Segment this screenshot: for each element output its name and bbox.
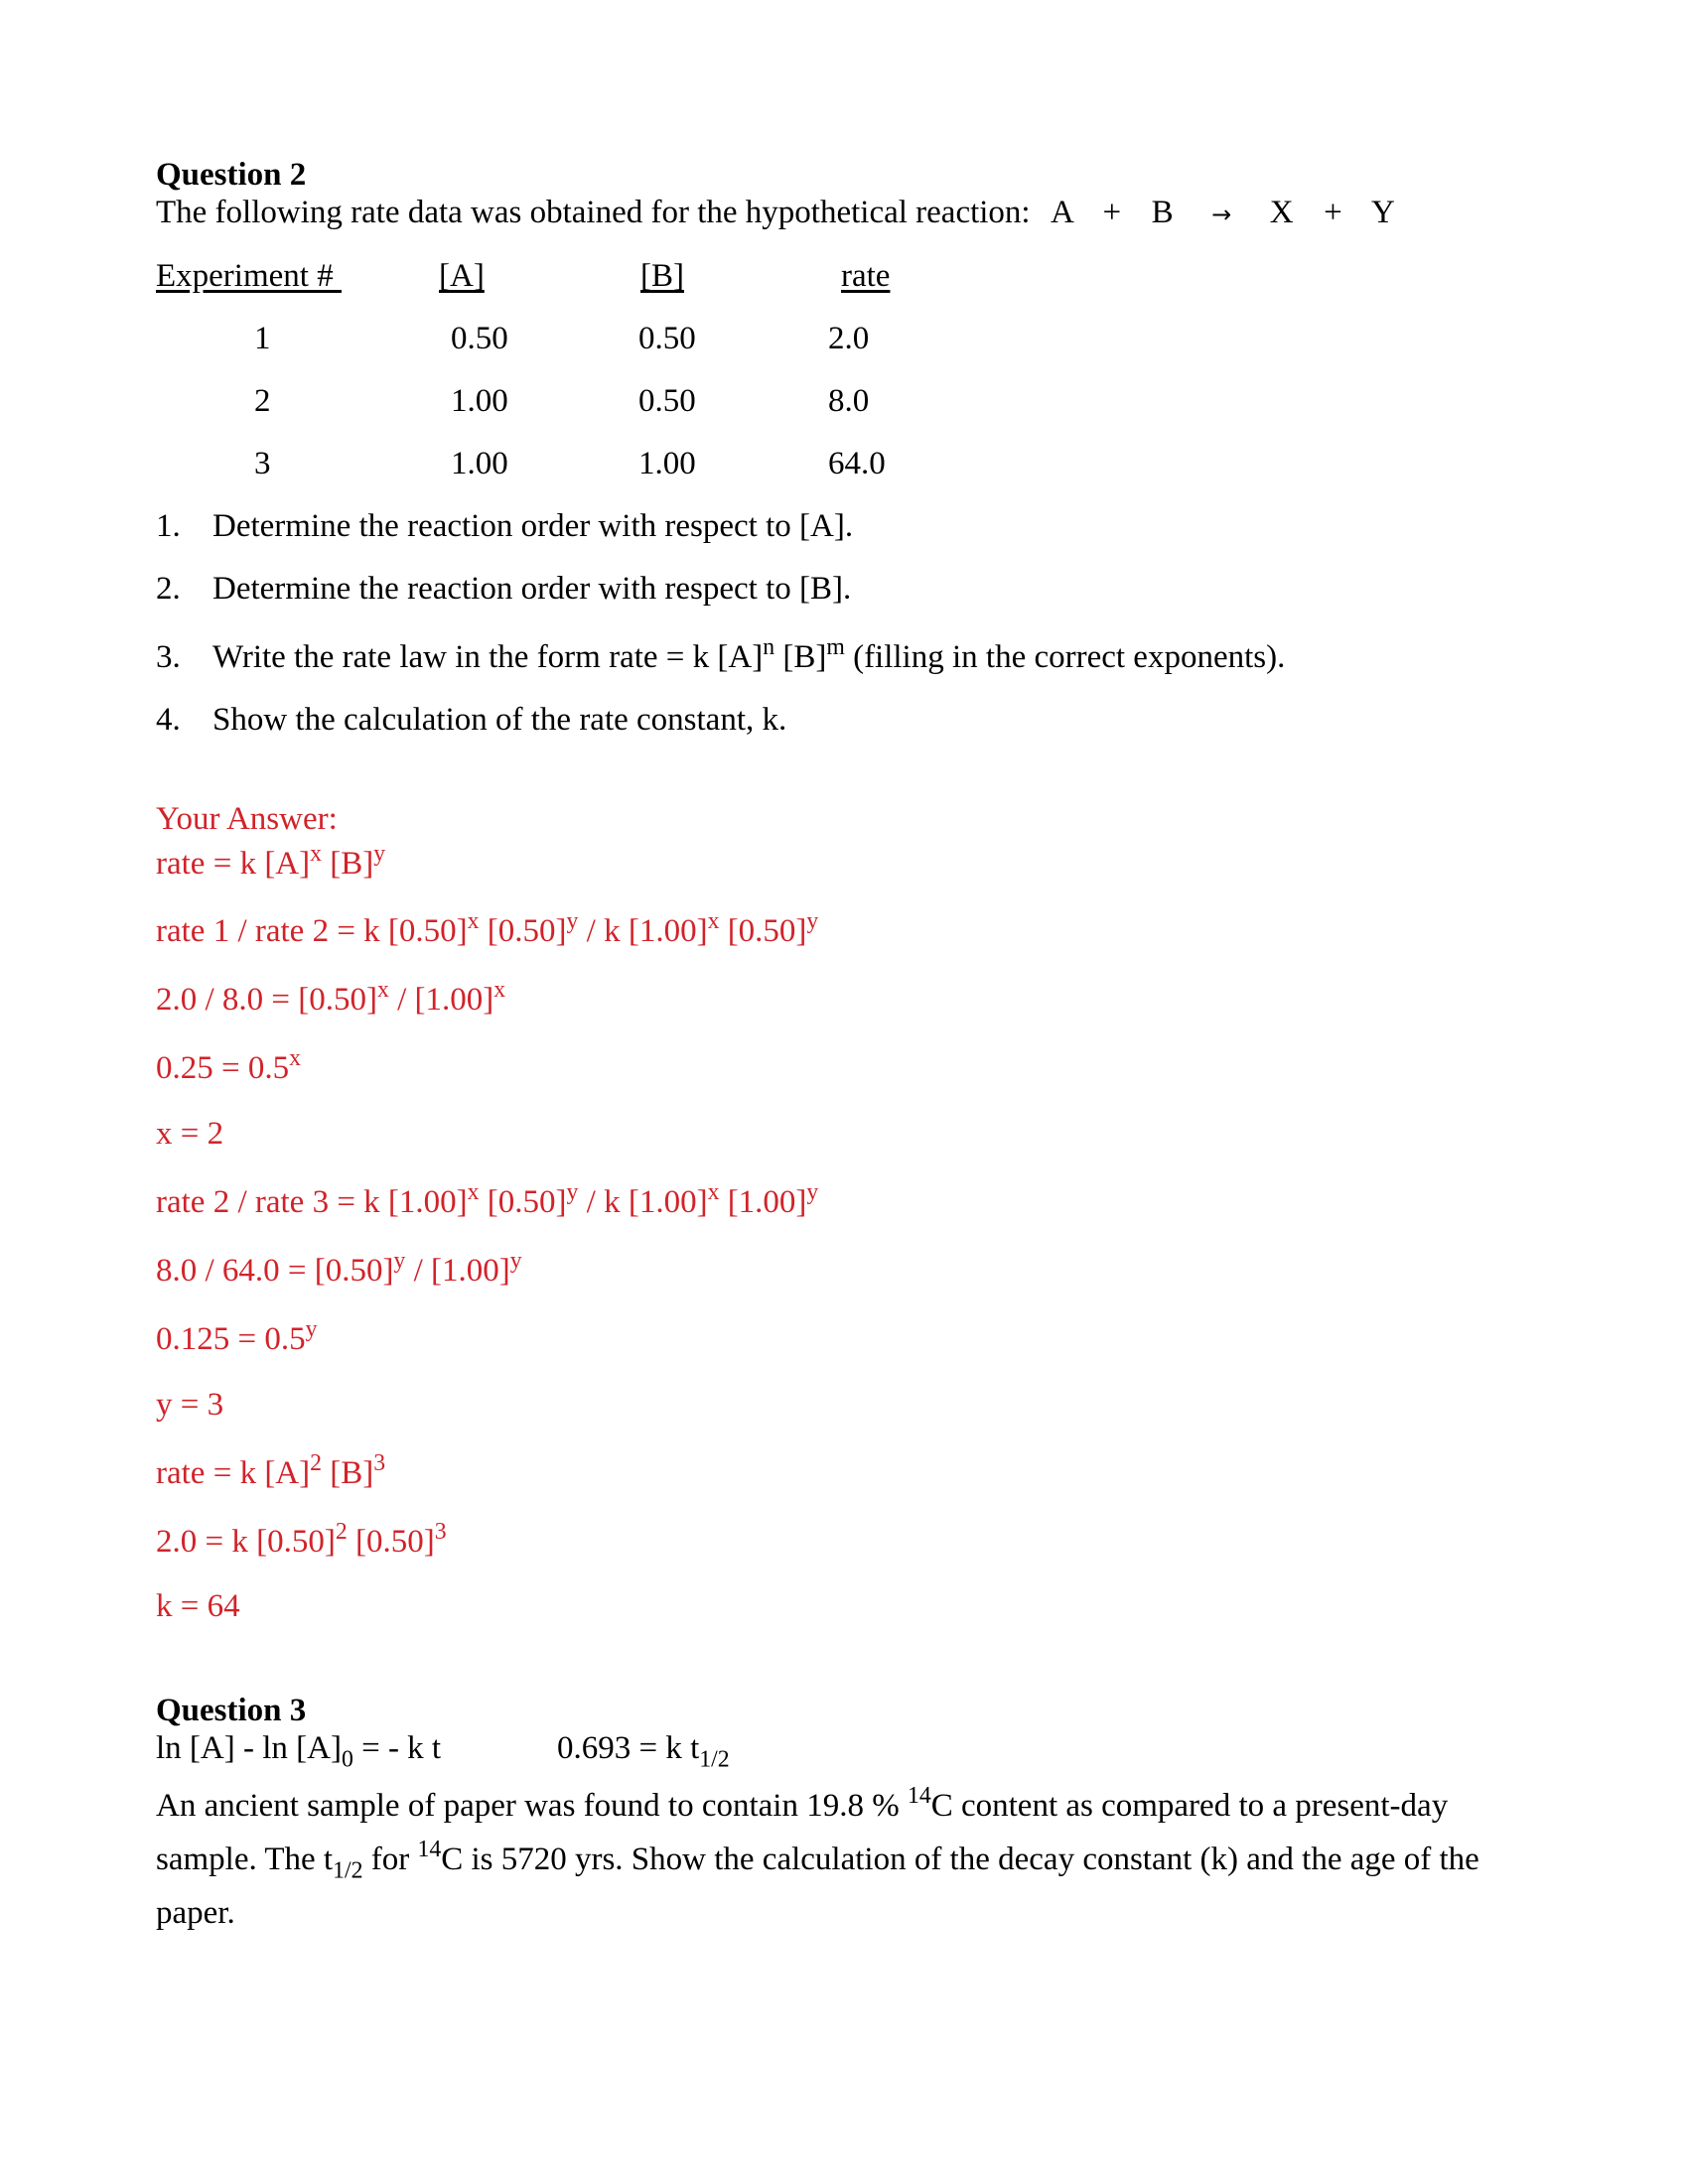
exponent: y <box>566 1178 579 1205</box>
arrow-icon: → <box>1211 201 1232 228</box>
equation-text: ln [A] - ln [A] <box>156 1730 342 1766</box>
exponent: y <box>806 907 819 934</box>
answer-text: rate 1 / rate 2 = k [0.50] <box>156 913 468 949</box>
table-cell-a: 0.50 <box>451 321 508 356</box>
reaction-equation <box>1051 193 1395 234</box>
answer-label: Your Answer: <box>156 801 338 837</box>
question-number: 4. <box>156 702 181 738</box>
answer-text: 2.0 = k [0.50] <box>156 1524 336 1560</box>
table-header-b: [B] <box>640 258 684 294</box>
exponent: 3 <box>434 1518 447 1545</box>
exponent: x <box>493 976 506 1003</box>
table-cell-a: 1.00 <box>451 446 508 481</box>
table-cell-b: 0.50 <box>638 383 696 419</box>
answer-text: 8.0 / 64.0 = [0.50] <box>156 1253 394 1289</box>
exponent: x <box>310 840 322 867</box>
table-header-rate: rate <box>841 258 891 294</box>
isotope-mass-number: 14 <box>417 1836 442 1862</box>
plus-sign: + <box>1102 195 1122 230</box>
rate-law-suffix: (filling in the correct exponents). <box>844 639 1286 675</box>
exponent: x <box>707 1178 720 1205</box>
answer-text: [0.50] <box>347 1524 435 1560</box>
answer-text: / k [1.00] <box>578 1184 708 1220</box>
reactant-a: A <box>1051 195 1073 230</box>
answer-line <box>156 1449 386 1493</box>
answer-line <box>156 1178 819 1222</box>
equation-first-order <box>156 1728 442 1773</box>
answer-line <box>156 907 819 951</box>
exponent: y <box>509 1247 522 1274</box>
isotope-mass-number: 14 <box>907 1782 931 1809</box>
answer-text: [0.50] <box>479 913 567 949</box>
exponent-m: m <box>826 633 845 660</box>
question-number: 1. <box>156 508 181 544</box>
subscript: 0 <box>341 1746 353 1773</box>
question-number: 3. <box>156 639 181 675</box>
question-text: Determine the reaction order with respect to [B]. <box>212 571 852 607</box>
table-cell-rate: 2.0 <box>828 321 870 356</box>
product-y: Y <box>1371 195 1395 230</box>
paragraph-text: C is 5720 yrs. Show the calculation of the decay constant (k) and the age of the paper. <box>156 1842 1479 1931</box>
table-cell-rate: 8.0 <box>828 383 870 419</box>
answer-text: 0.125 = 0.5 <box>156 1321 306 1357</box>
answer-text: rate = k [A] <box>156 1455 311 1491</box>
plus-sign: + <box>1324 195 1342 230</box>
question-3-heading: Question 3 <box>156 1693 307 1728</box>
table-cell-b: 0.50 <box>638 321 696 356</box>
question-text: Show the calculation of the rate constant, k. <box>212 702 787 738</box>
exponent: 3 <box>373 1449 386 1476</box>
answer-line <box>156 1518 447 1562</box>
subscript: 1/2 <box>699 1746 730 1773</box>
exponent-n: n <box>763 633 775 660</box>
answer-text: 2.0 / 8.0 = [0.50] <box>156 982 378 1018</box>
answer-text: [0.50] <box>479 1184 567 1220</box>
answer-text: [B] <box>322 846 374 882</box>
table-cell-rate: 64.0 <box>828 446 886 481</box>
answer-line <box>156 840 386 884</box>
exponent: y <box>373 840 386 867</box>
answer-text: / [1.00] <box>405 1253 510 1289</box>
exponent: y <box>566 907 579 934</box>
answer-text: [0.50] <box>719 913 807 949</box>
rate-law-b: [B] <box>774 639 827 675</box>
answer-text: rate 2 / rate 3 = k [1.00] <box>156 1184 468 1220</box>
answer-line: y = 3 <box>156 1387 224 1423</box>
answer-line <box>156 1247 522 1291</box>
answer-text: rate = k [A] <box>156 846 311 882</box>
table-cell-exp: 1 <box>254 321 271 356</box>
reactant-b: B <box>1151 195 1174 230</box>
answer-text: [B] <box>322 1455 374 1491</box>
exponent: x <box>707 907 720 934</box>
paragraph-text: C content as compared to a present-day sample. The t <box>156 1788 1449 1877</box>
question-2-intro: The following rate data was obtained for the hypothetical reaction: <box>156 195 1031 230</box>
product-x: X <box>1269 195 1294 230</box>
paragraph-text: for <box>362 1842 418 1877</box>
question-3-paragraph <box>156 1779 1546 1940</box>
question-number: 2. <box>156 571 181 607</box>
table-cell-exp: 2 <box>254 383 271 419</box>
answer-line: k = 64 <box>156 1588 240 1624</box>
exponent: y <box>806 1178 819 1205</box>
answer-line <box>156 976 506 1020</box>
question-text: Determine the reaction order with respect to [A]. <box>212 508 854 544</box>
answer-line <box>156 1315 318 1359</box>
exponent: x <box>377 976 389 1003</box>
exponent: 2 <box>310 1449 322 1476</box>
answer-text: / [1.00] <box>388 982 494 1018</box>
answer-line: x = 2 <box>156 1116 224 1152</box>
exponent: x <box>467 907 480 934</box>
equation-text: = - k t <box>352 1730 442 1766</box>
exponent: x <box>467 1178 480 1205</box>
exponent: 2 <box>335 1518 348 1545</box>
exponent: x <box>289 1044 301 1071</box>
table-cell-exp: 3 <box>254 446 271 481</box>
table-cell-a: 1.00 <box>451 383 508 419</box>
equation-half-life <box>557 1728 730 1773</box>
question-text <box>212 633 1286 677</box>
question-2-heading: Question 2 <box>156 157 307 193</box>
answer-text: 0.25 = 0.5 <box>156 1050 290 1086</box>
exponent: y <box>393 1247 406 1274</box>
answer-line <box>156 1044 301 1088</box>
exponent: y <box>305 1315 318 1342</box>
answer-text: [1.00] <box>719 1184 807 1220</box>
answer-text: / k [1.00] <box>578 913 708 949</box>
table-header-a: [A] <box>439 258 485 294</box>
subscript: 1/2 <box>333 1857 363 1884</box>
rate-law-prefix: Write the rate law in the form rate = k [A] <box>212 639 764 675</box>
table-cell-b: 1.00 <box>638 446 696 481</box>
equation-text: 0.693 = k t <box>557 1730 700 1766</box>
table-header-experiment: Experiment # <box>156 258 342 294</box>
paragraph-text: An ancient sample of paper was found to contain 19.8 % <box>156 1788 908 1824</box>
